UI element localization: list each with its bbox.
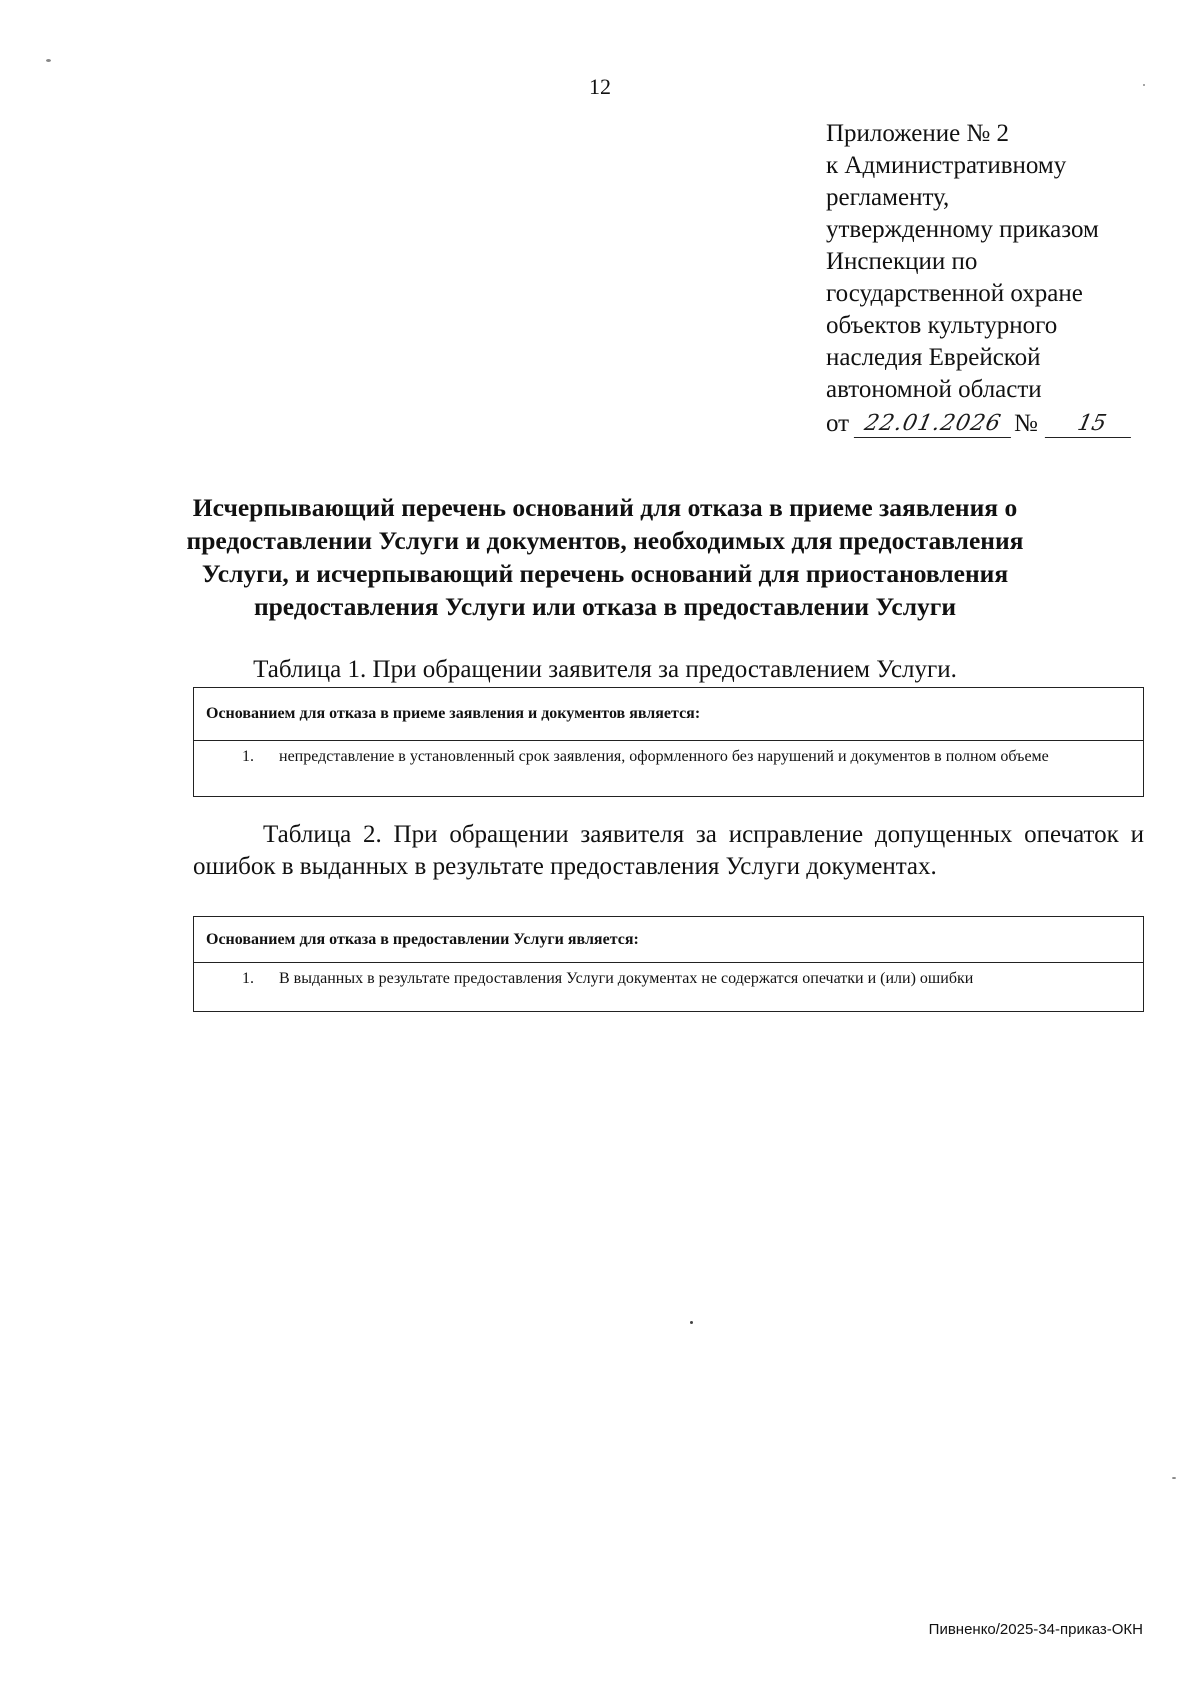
footer-code: Пивненко/2025-34-приказ-ОКН [928,1621,1143,1638]
row-index: 1. [242,748,254,765]
scan-speck [1143,84,1145,86]
page-number: 12 [589,74,611,99]
appendix-line: Приложение № 2 [826,120,1010,147]
appendix-line: государственной охране [826,280,1083,307]
appendix-line: утвержденному приказом [826,216,1099,243]
handwritten-date: 22.01.2026 [854,408,1017,438]
row-text: непредставление в установленный срок заявления, оформленного без нарушений и документов в полном объеме [279,748,1049,765]
date-prefix: от [826,410,850,437]
appendix-line: автономной области [826,376,1042,403]
number-sign: № [1014,410,1038,437]
table2-header: Основанием для отказа в предоставлении Услуги является: [194,917,1143,963]
table-row [194,741,1143,767]
appendix-line: регламенту, [826,184,950,211]
document-title: Исчерпывающий перечень оснований для отказа в приеме заявления о предоставлении Услуги и документов, необходимых для предоставления Услуги, и исчерпывающий перечень оснований для приостановления предоставления Услуги или отказа в предоставлении Услуги [186,493,1024,621]
scan-speck [1172,1477,1176,1479]
table1-caption: Таблица 1. При обращении заявителя за предоставлением Услуги. [253,656,957,683]
table-row [194,963,1143,989]
row-index: 1. [242,970,254,987]
handwritten-order-number: 15 [1045,408,1137,438]
appendix-line: Инспекции по [826,248,978,275]
scan-speck [46,59,51,62]
table2 [193,916,1144,1012]
scan-speck [690,1321,693,1324]
table2-caption: Таблица 2. При обращении заявителя за исправление допущенных опечаток и ошибок в выданных в результате предоставления Услуги документах. [193,821,1144,880]
appendix-line: объектов культурного [826,312,1058,339]
table1-header: Основанием для отказа в приеме заявления и документов является: [194,688,1143,741]
order-signature-line [826,408,1156,442]
row-text: В выданных в результате предоставления Услуги документах не содержатся опечатки и (или) ошибки [279,970,974,987]
appendix-line: наследия Еврейской [826,344,1041,371]
appendix-line: к Административному [826,152,1067,179]
appendix-block [826,118,1156,442]
table1 [193,687,1144,797]
